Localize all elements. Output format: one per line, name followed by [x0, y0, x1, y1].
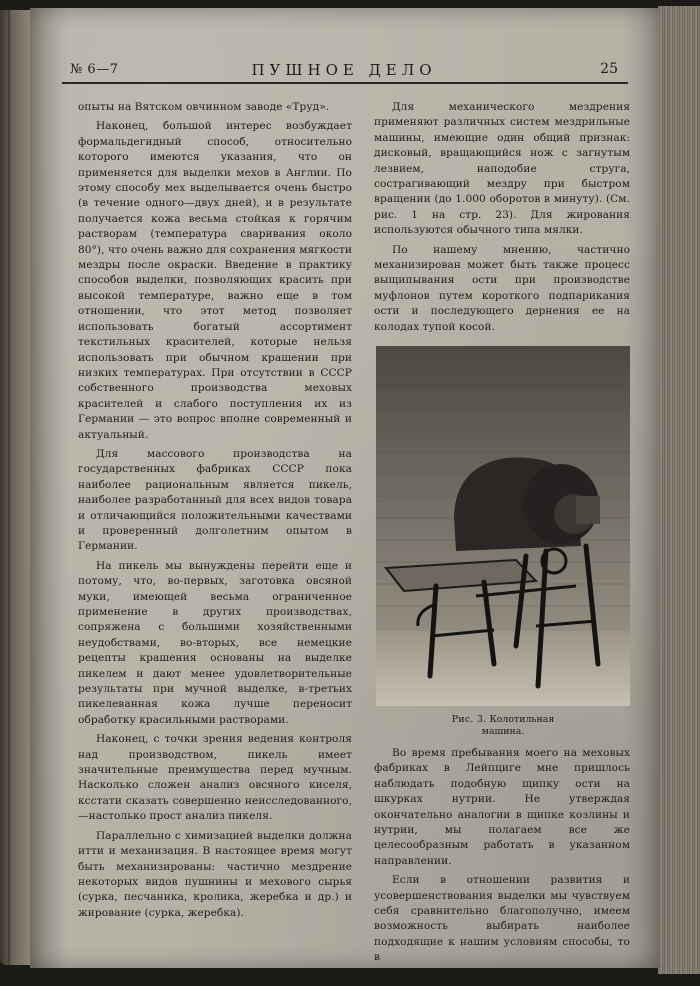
paragraph: Для механического мездрения применяют различных систем мездрильные машины, имеющие один общий признак: дисковый, вращающийся нож с загнутым лезвием, наподобие струга, сострагивающий мездру при быстром вращении (до 1.000 оборотов в минуту). (См. рис. 1 на стр. 23). Для жирования используются обычного типа мялки.: [374, 101, 630, 237]
header-rule: [62, 82, 628, 84]
paragraph: Наконец, с точки зрения ведения контроля над производством, пикель имеет значительные преимущества перед мучным. Насколько сложен анализ овсяного киселя, ксстати сказать совершенно неисследованного,—настолько прост анализ пикеля.: [78, 733, 352, 823]
issue-number: № 6—7: [70, 62, 119, 77]
left-page-edge: [0, 10, 30, 965]
left-column: [78, 100, 352, 925]
beating-machine-image: [376, 346, 630, 706]
running-head: [62, 60, 626, 82]
right-column-top: [374, 100, 630, 339]
figure-caption: [376, 714, 630, 738]
paragraph: Для массового производства на государственных фабриках СССР пока наиболее рациональным является пикель, наиболее разработанный для всех видов товара и отличающийся положительными качествами и проверенный долголетним опытом в Германии.: [78, 447, 352, 553]
journal-title: ПУШНОЕ ДЕЛО: [251, 61, 437, 79]
paragraph: Во время пребывания моего на меховых фабриках в Лейпциге мне пришлось наблюдать подобную щипку ости на шкурках нутрии. Не утверждая окончательно аналогии в щипке козлины и нутрии, мы полагаем все же целесообразным работать в указанном направлении.: [374, 747, 630, 867]
paragraph: Наконец, большой интерес возбуждает формальдегидный способ, относительно которого имеются указания, что он применяется для выделки мехов в Англии. По этому способу мех выделывается очень быстро (в течение одного—двух дней), и в результате получается кожа весьма стойкая к горячим растворам (температура сваривания около 80°), что очень важно для сохранения мягкости мездры после окраски. Введение в практику способов выделки, позволяющих красить при высокой температуре, важно еще в том отношении, что этот метод позволяет использовать богатый ассортимент текстильных красителей, которые нельзя использовать при обычном крашении при низких температурах. При отсутствии в СССР собственного производства меховых красителей и слабого поступления их из Германии — это вопрос вполне современный и актуальный.: [78, 120, 352, 441]
caption-number: Рис. 3.: [451, 714, 487, 725]
paragraph: Параллельно с химизацией выделки должна итти и механизация. В настоящее время могут быть механизированы: частично мездрение некоторых видов пушнины и мехового сырья (сурка, песчаника, кролика, жеребка и др.) и жирование (сурка, жеребка).: [78, 829, 352, 919]
caption-text-line2: машина.: [481, 726, 525, 737]
page-stack-edge: [658, 6, 700, 974]
paragraph: Если в отношении развития и усовершенствования выделки мы чувствуем себя сравнительно благополучно, имеем возможность выбирать наиболее подходящие к нашим условиям способы, то в: [374, 874, 630, 964]
journal-page: [30, 8, 660, 968]
figure: [376, 346, 630, 737]
caption-text: Колотильная: [489, 714, 555, 725]
machine-photo: [376, 346, 630, 706]
paragraph: опыты на Вятском овчинном заводе «Труд».: [78, 101, 330, 113]
page-number: 25: [600, 61, 618, 77]
right-column-bottom: [374, 746, 630, 970]
paragraph: На пикель мы вынуждены перейти еще и потому, что, во-первых, заготовка овсяной муки, имеющей весьма ограниченное применение в других производствах, сопряжена с большими хозяйственными неудобствами, во-вторых, все немецкие рецепты крашения основаны на выделке пикелем и дают менее удовлетворительные результаты при мучной выделке, в-третьих пикелеванная кожа лучше переносит обработку красильными растворами.: [78, 559, 352, 726]
paragraph: По нашему мнению, частично механизирован может быть также процесс выщипывания ости при производстве муфлонов путем короткого подпарикания ости и последующего дернения ее на колодах тупой косой.: [374, 243, 630, 333]
